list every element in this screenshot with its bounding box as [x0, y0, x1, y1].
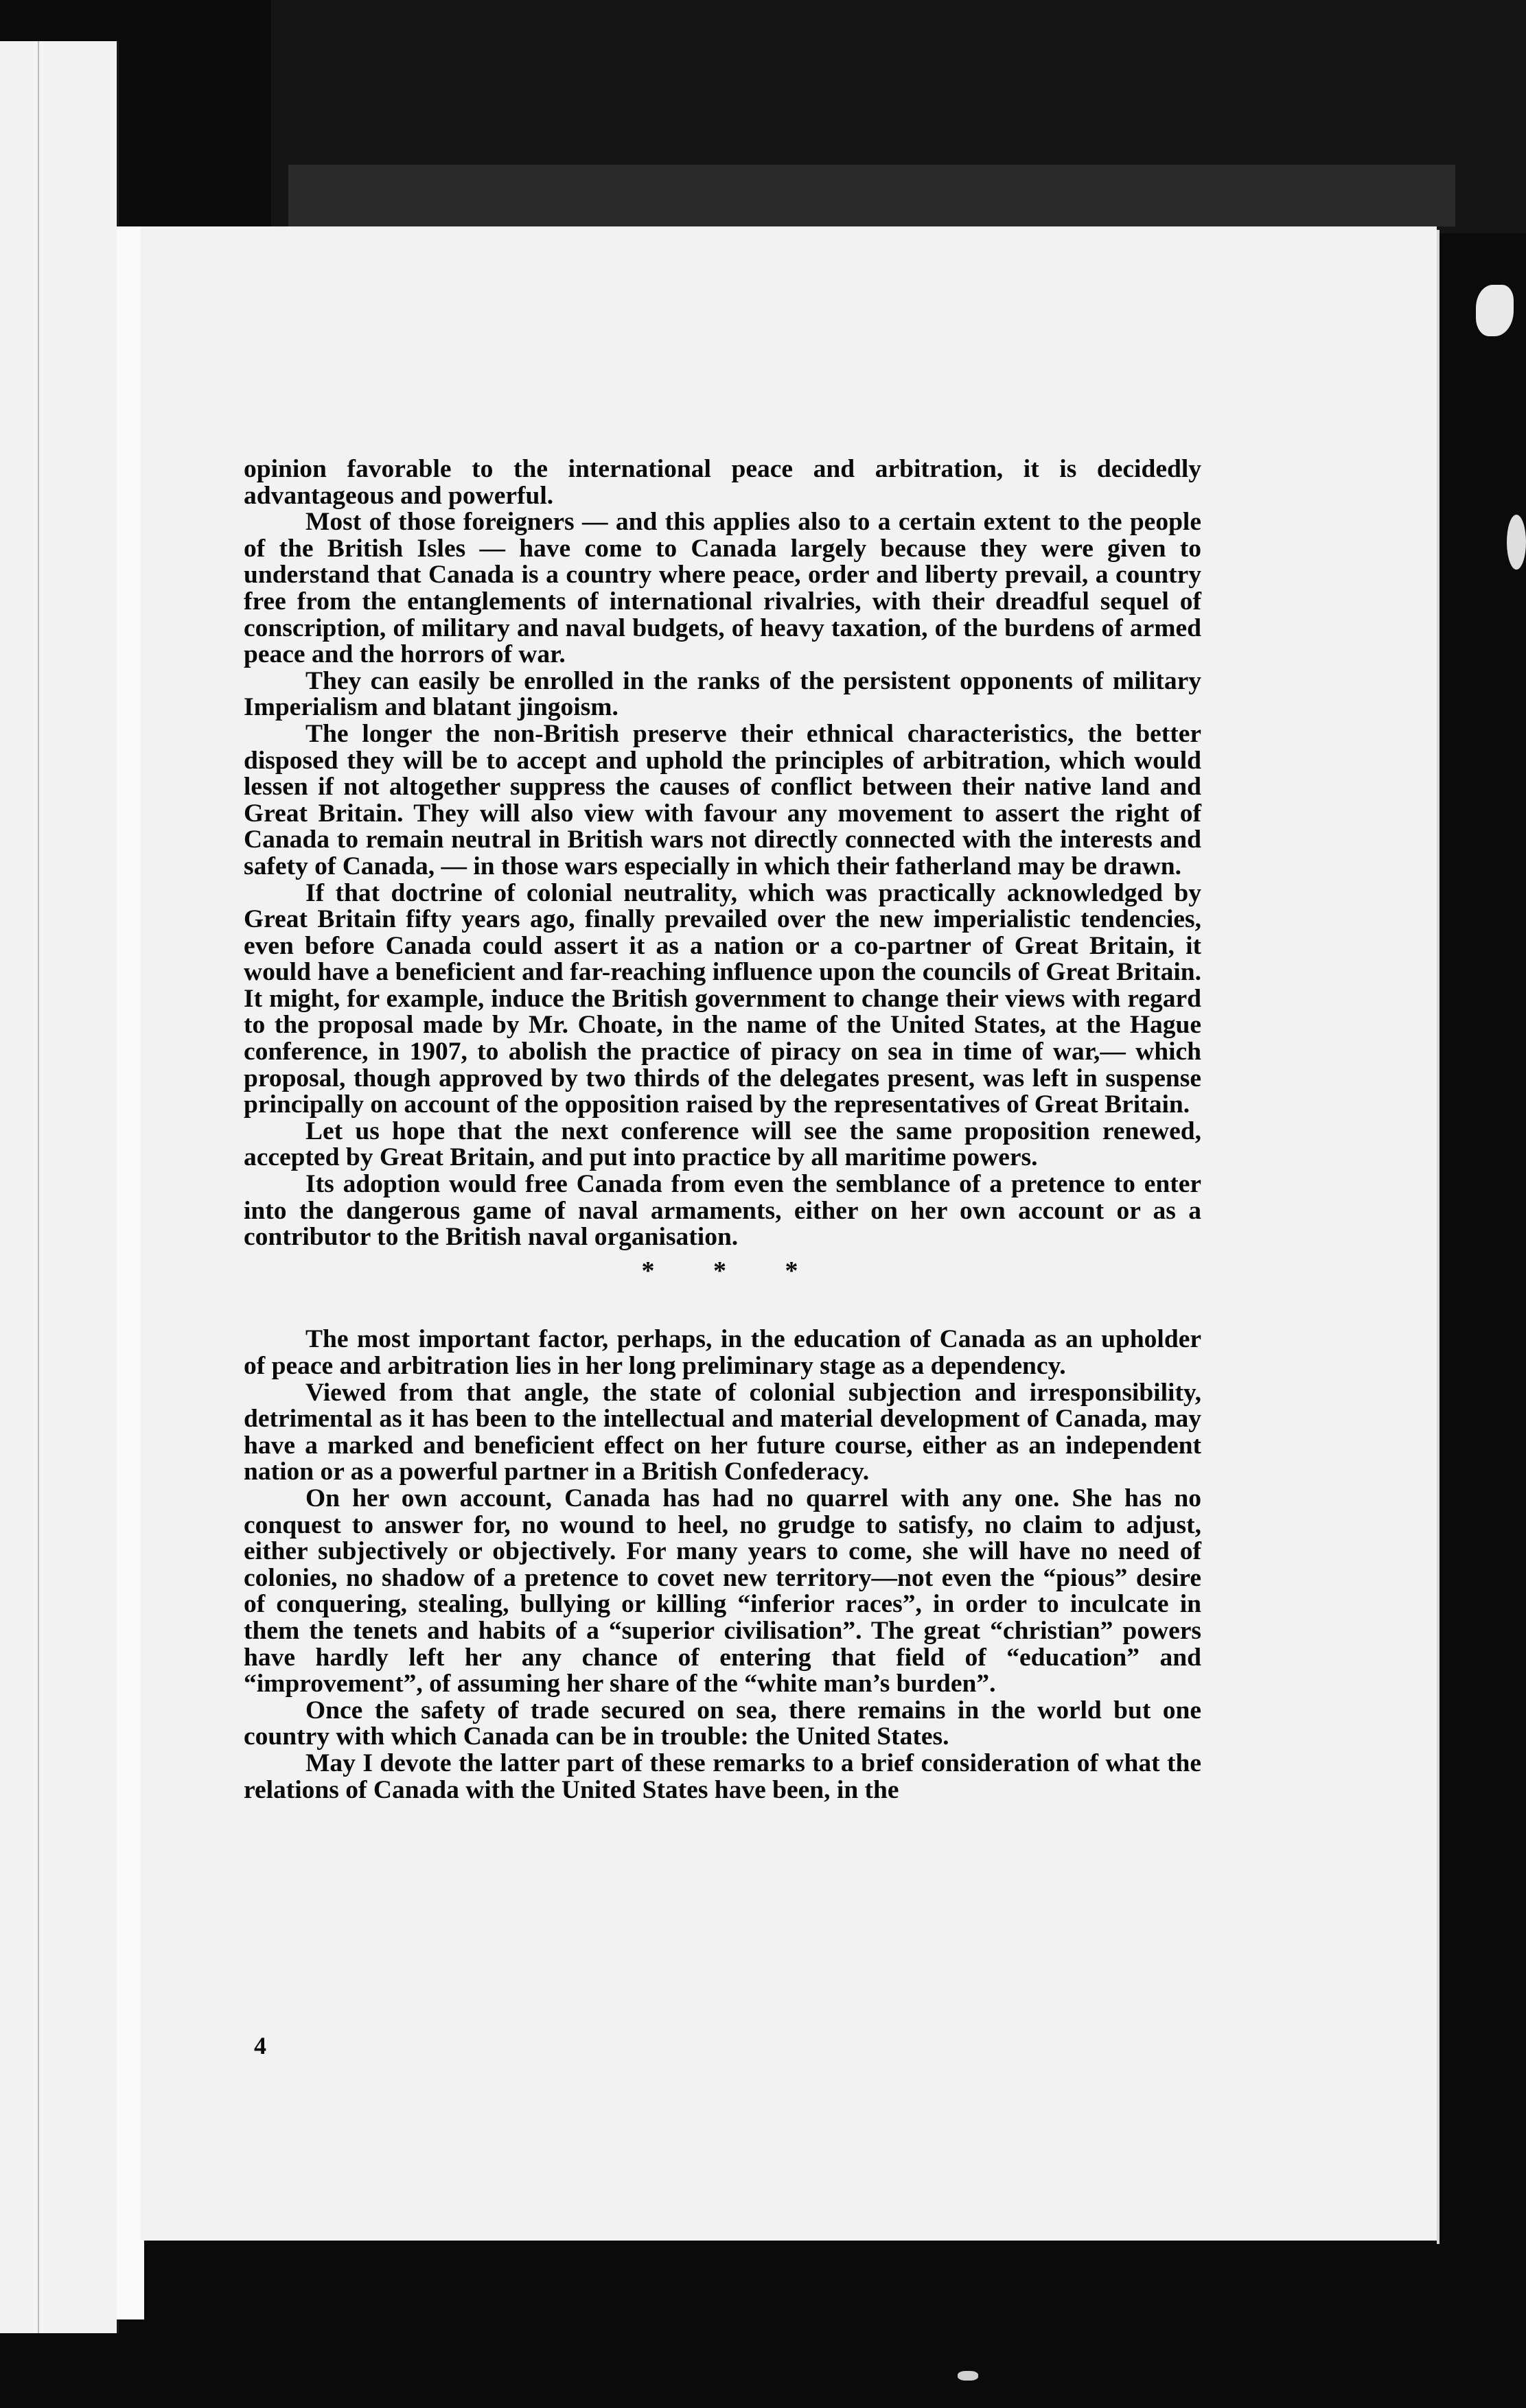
left-facing-page-edge: [0, 41, 119, 2333]
section-separator: * * *: [641, 1256, 824, 1285]
paragraph: opinion favorable to the international peace and arbitration, it is decidedly advantageous and powerful.: [244, 455, 1201, 510]
paragraph: They can easily be enrolled in the ranks of the persistent opponents of military Imperialism and blatant jingoism.: [244, 666, 1201, 722]
paragraph: The longer the non-British preserve their ethnical characteristics, the better disposed they will be to accept and uphold the principles of arbitration, which would lessen if not altogether suppress the causes of conflict between their native land and Great Britain. They will also view with favour any movement to assert the right of Canada to remain neutral in British wars not directly connected with the interests and safety of Canada, — in those wars especially in which their fatherland may be drawn.: [244, 719, 1201, 880]
page-number: 4: [254, 2032, 266, 2059]
background-blot-2: [1507, 515, 1526, 570]
paragraph: The most important factor, perhaps, in the education of Canada as an upholder of peace and arbitration lies in her long preliminary stage as a dependency.: [244, 1325, 1201, 1380]
paragraph: On her own account, Canada has had no quarrel with any one. She has no conquest to answer for, no wound to heel, no grudge to satisfy, no claim to adjust, either subjectively or objectively. For many years to come, she will have no need of colonies, no shadow of a pretence to covet new territory—not even the “pious” desire of conquering, stealing, bullying or killing “inferior races”, in order to inculcate in them the tenets and habits of a “superior civilisation”. The great “christian” powers have hardly left her any chance of entering that field of “education” and “improvement”, of assuming her share of the “white man’s burden”.: [244, 1484, 1201, 1698]
paragraph: May I devote the latter part of these remarks to a brief consideration of what the relations of Canada with the United States have been, in the: [244, 1749, 1201, 1804]
paragraph: Viewed from that angle, the state of colonial subjection and irresponsibility, detrimental as it has been to the intellectual and material development of Canada, may have a marked and beneficient effect on her future course, either as an independent nation or as a powerful partner in a British Confederacy.: [244, 1378, 1201, 1486]
background-blot: [1476, 285, 1514, 336]
page-right-edge: [1437, 230, 1440, 2244]
paragraph: Most of those foreigners — and this applies also to a certain extent to the people of the British Isles — have come to Canada largely because they were given to understand that Canada is a country where peace, order and liberty prevail, a country free from the entanglements of international rivalries, with their dreadful sequel of conscription, of military and naval budgets, of heavy taxation, of the burdens of armed peace and the horrors of war.: [244, 508, 1201, 669]
background-speck: [958, 2371, 978, 2381]
paragraph: Its adoption would free Canada from even the semblance of a pretence to enter into the dangerous game of naval armaments, either on her own account or as a contributor to the British naval organisation.: [244, 1170, 1201, 1252]
body-text: [244, 456, 1201, 1803]
page-fold-line: [38, 41, 39, 2333]
book-spine-gutter: [117, 226, 144, 2319]
dark-background-band: [288, 165, 1455, 226]
paragraph: Let us hope that the next conference will see the same proposition renewed, accepted by Great Britain, and put into practice by all maritime powers.: [244, 1117, 1201, 1172]
paragraph: If that doctrine of colonial neutrality, which was practically acknowledged by Great Britain fifty years ago, finally prevailed over the new imperialistic tendencies, even before Canada could assert it as a nation or a co-partner of Great Britain, it would have a beneficient and far-reaching influence upon the councils of Great Britain. It might, for example, induce the British government to change their views with regard to the proposal made by Mr. Choate, in the name of the United States, at the Hague conference, in 1907, to abolish the practice of piracy on sea in time of war,— which proposal, though approved by two thirds of the delegates present, was left in suspense principally on account of the opposition raised by the representatives of Great Britain.: [244, 878, 1201, 1119]
paragraph: Once the safety of trade secured on sea, there remains in the world but one country with which Canada can be in trouble: the United States.: [244, 1696, 1201, 1751]
